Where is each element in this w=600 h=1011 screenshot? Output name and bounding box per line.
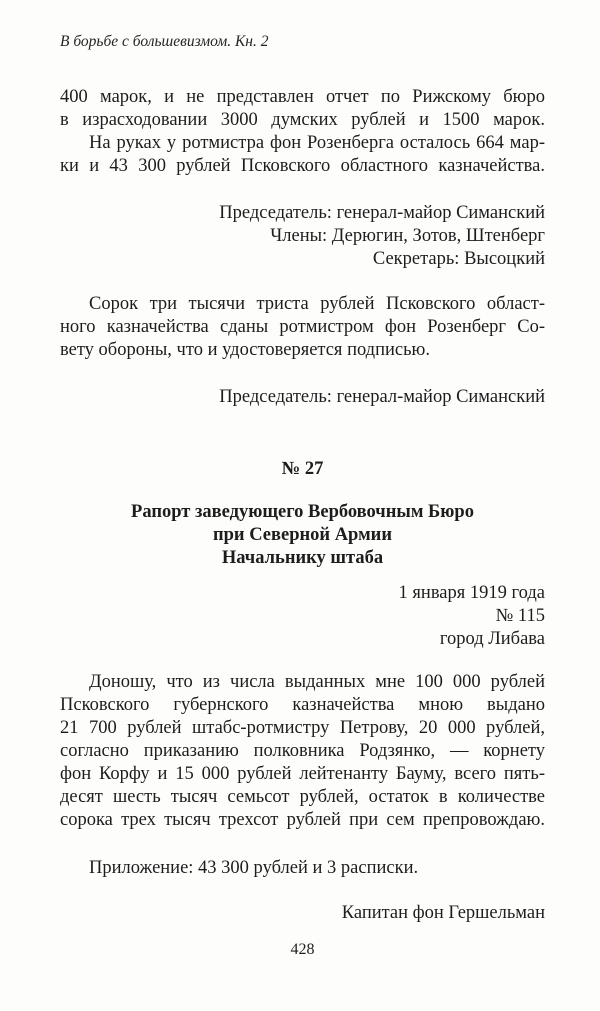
- text-line: 21 700 рублей штабс-ротмистру Петрову, 20 000 рублей,: [60, 718, 545, 738]
- text-line: согласно приказанию полковника Родзянко, — корнету: [60, 741, 545, 761]
- text-line: ки и 43 300 рублей Псковского областного казначейства.: [60, 156, 545, 176]
- running-header: В борьбе с большевизмом. Кн. 2: [60, 33, 269, 50]
- text-line: 1 января 1919 года: [398, 583, 545, 603]
- paragraph-report-body: [60, 671, 545, 832]
- text-line: Доношу, что из числа выданных мне 100 000 рублей: [89, 672, 545, 692]
- text-line: при Северной Армии: [212, 525, 392, 545]
- text-line: в израсходовании 3000 думских рублей и 1500 марок.: [60, 110, 545, 130]
- paragraph-attachment: [60, 857, 545, 880]
- text-line: город Либава: [439, 629, 545, 649]
- signature-captain: [60, 902, 545, 925]
- text-line: Приложение: 43 300 рублей и 3 расписки.: [89, 858, 419, 878]
- text-line: На руках у ротмистра фон Розенберга осталось 664 мар-: [89, 133, 545, 153]
- paragraph-marks-report: [60, 86, 545, 178]
- text-line: № 115: [495, 606, 545, 626]
- date-place-block: [60, 582, 545, 651]
- text-line: сорока трех тысяч трехсот рублей при сем препровождаю.: [60, 810, 545, 830]
- text-line: Секретарь: Высоцкий: [372, 249, 545, 269]
- text-line: десят шесть тысяч семьсот рублей, остаток в количестве: [60, 787, 545, 807]
- page-number: 428: [290, 941, 315, 958]
- text-line: Председатель: генерал-майор Симанский: [219, 203, 545, 223]
- text-line: Председатель: генерал-майор Симанский: [219, 387, 545, 407]
- text-line: Капитан фон Гершельман: [341, 903, 545, 923]
- document-number-heading: [60, 458, 545, 481]
- text-line: вету обороны, что и удостоверяется подписью.: [60, 340, 430, 360]
- text-line: Члены: Дерюгин, Зотов, Штенберг: [270, 226, 545, 246]
- document-title-heading: [60, 501, 545, 570]
- text-line: Псковского губернского казначейства мною выдано: [60, 695, 545, 715]
- text-line: 400 марок, и не представлен отчет по Рижскому бюро: [60, 87, 545, 107]
- text-line: Начальнику штаба: [221, 548, 384, 568]
- signature-block-commission: [60, 202, 545, 271]
- text-line: Рапорт заведующего Вербовочным Бюро: [131, 502, 474, 522]
- text-line: фон Корфу и 15 000 рублей лейтенанту Бауму, всего пять-: [60, 764, 545, 784]
- text-line: ного казначейства сданы ротмистром фон Розенберг Со-: [60, 317, 545, 337]
- paragraph-handover: [60, 293, 545, 362]
- text-line: Сорок три тысячи триста рублей Псковского област-: [89, 294, 545, 314]
- signature-chairman: [60, 386, 545, 409]
- text-line: № 27: [281, 459, 324, 479]
